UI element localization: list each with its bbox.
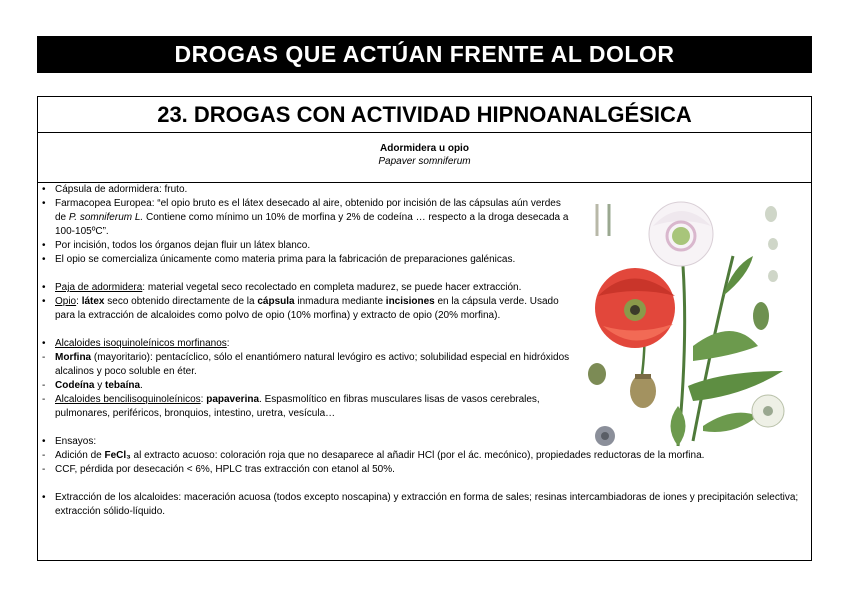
list-item: • Opio: látex seco obtenido directamente de la cápsula inmadura mediante incisiones en la cápsula verde. Usado para la extracción de alcaloides como polvo de opio (10% morfina) y extracto de opio (20% morfina).: [41, 295, 574, 323]
list-item: • Ensayos:: [41, 435, 801, 449]
poppy-illustration: [583, 196, 798, 451]
bullet-list-1: [41, 183, 574, 267]
list-item: • Paja de adormidera: material vegetal seco recolectado en completa madurez, se puede hacer extracción.: [41, 281, 615, 295]
bullet-list-2: [41, 281, 574, 323]
list-item: - Morfina (mayoritario): pentacíclico, sólo el enantiómero natural levógiro es activo; solubilidad especial en hidróxidos alcalinos y poco soluble en éter.: [41, 351, 574, 379]
list-item: • Alcaloides isoquinoleínicos morfinanos:: [41, 337, 574, 351]
list-item: - Alcaloides bencilisoquinoleínicos: papaverina. Espasmolítico en fibras musculares lisas de vasos cerebrales, pulmonares, periféricos, bronquios, intestino, uretra, vesícula…: [41, 393, 574, 421]
bullet-list-3: [41, 337, 574, 421]
banner-title: DROGAS QUE ACTÚAN FRENTE AL DOLOR: [174, 41, 675, 67]
page-banner: [37, 36, 812, 73]
list-item: • Por incisión, todos los órganos dejan fluir un látex blanco.: [41, 239, 574, 253]
plant-scientific-name: Papaver somniferum: [378, 156, 471, 167]
list-item: • Farmacopea Europea: “el opio bruto es el látex desecado al aire, obtenido por incisión de las cápsulas aún verdes de P. somniferum L. Contiene como mínimo un 10% de morfina y 2% de codeína … respecto a la droga desecada a 100-105ºC”.: [41, 197, 574, 239]
list-item: - Codeína y tebaína.: [41, 379, 574, 393]
list-item: - CCF, pérdida por desecación < 6%, HPLC tras extracción con etanol al 50%.: [41, 463, 801, 477]
plant-common-name: Adormidera u opio: [380, 143, 469, 154]
list-item: • Extracción de los alcaloides: maceración acuosa (todos excepto noscapina) y extracción en forma de sales; resinas intercambiadoras de iones y precipitación selectiva; extracción sólido-líquido.: [41, 491, 801, 519]
plant-header: [38, 133, 811, 183]
list-item: • Cápsula de adormidera: fruto.: [41, 183, 574, 197]
list-item: - Adición de FeCl₃ al extracto acuoso: coloración roja que no desaparece al añadir HCl (por el ác. mecónico), propiedades reductoras de la morfina.: [41, 449, 801, 463]
bullet-list-5: [41, 491, 801, 519]
list-item: • El opio se comercializa únicamente como materia prima para la fabricación de preparaciones galénicas.: [41, 253, 615, 267]
section-title: 23. DROGAS CON ACTIVIDAD HIPNOANALGÉSICA: [38, 97, 811, 133]
